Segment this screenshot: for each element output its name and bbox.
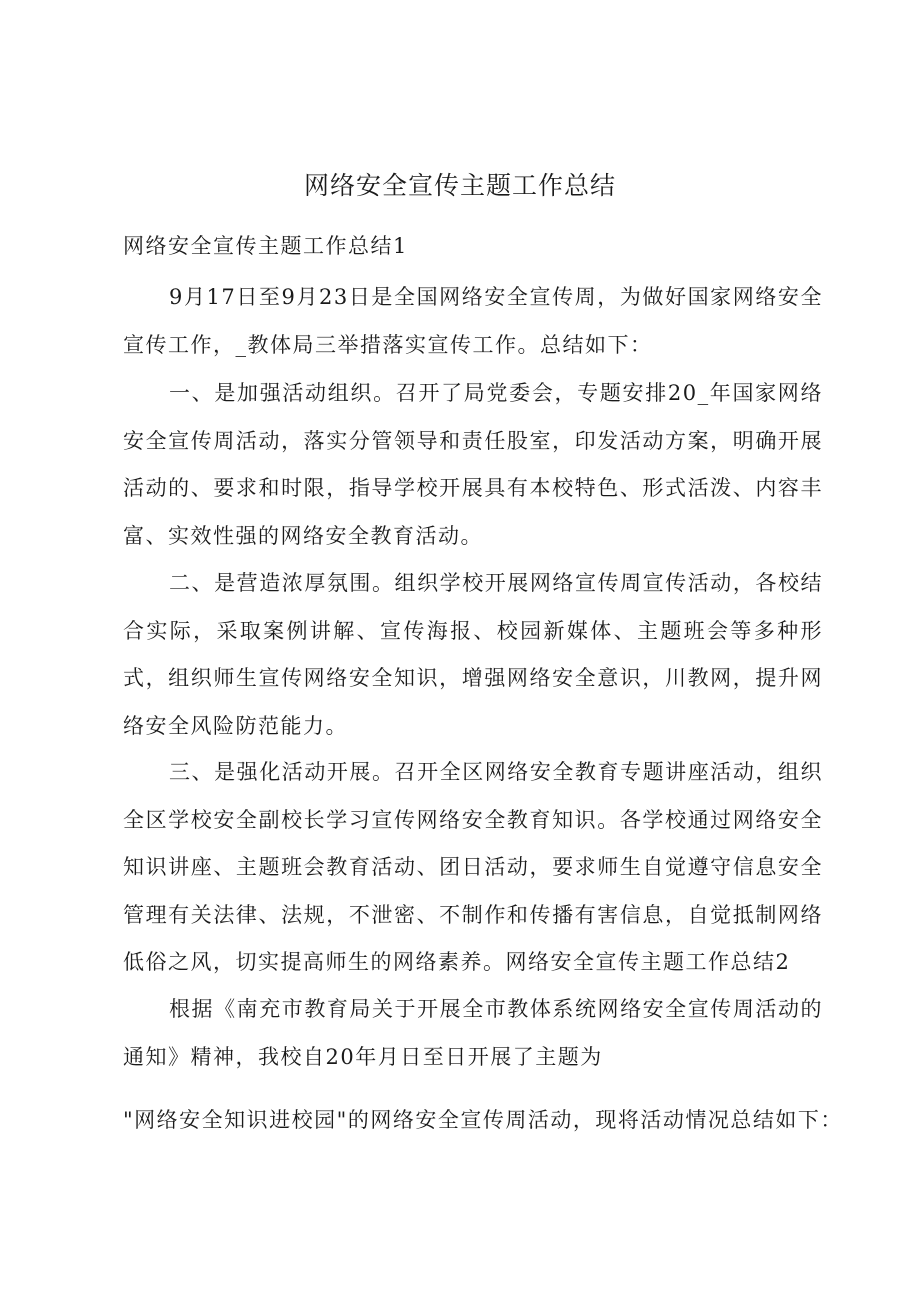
paragraph: 一、是加强活动组织。召开了局党委会，专题安排20_年国家网络安全宣传周活动，落实分管领导和责任股室，印发活动方案，明确开展活动的、要求和时限，指导学校开展具有本校特色、形式活泼、内容丰富、实效性强的网络安全教育活动。	[123, 381, 823, 548]
paragraph: 根据《南充市教育局关于开展全市教体系统网络安全宣传周活动的通知》精神，我校自20年月日至日开展了主题为	[123, 997, 823, 1069]
paragraph: 三、是强化活动开展。召开全区网络安全教育专题讲座活动，组织全区学校安全副校长学习宣传网络安全教育知识。各学校通过网络安全知识讲座、主题班会教育活动、团日活动，要求师生自觉遵守信息安全管理有关法律、法规，不泄密、不制作和传播有害信息，自觉抵制网络低俗之风，切实提高师生的网络素养。网络安全宣传主题工作总结2	[123, 760, 823, 974]
paragraph: 二、是营造浓厚氛围。组织学校开展网络宣传周宣传活动，各校结合实际，采取案例讲解、宣传海报、校园新媒体、主题班会等多种形式，组织师生宣传网络安全知识，增强网络安全意识，川教网，提升网络安全风险防范能力。	[123, 571, 823, 738]
paragraph: 9月17日至9月23日是全国网络安全宣传周，为做好国家网络安全宣传工作，_教体局三举措落实宣传工作。总结如下：	[123, 285, 823, 357]
document-title: 网络安全宣传主题工作总结	[303, 171, 616, 200]
paragraph-continuation: "网络安全知识进校园"的网络安全宣传周活动，现将活动情况总结如下：	[123, 1108, 843, 1132]
section-heading: 网络安全宣传主题工作总结1	[123, 234, 408, 258]
